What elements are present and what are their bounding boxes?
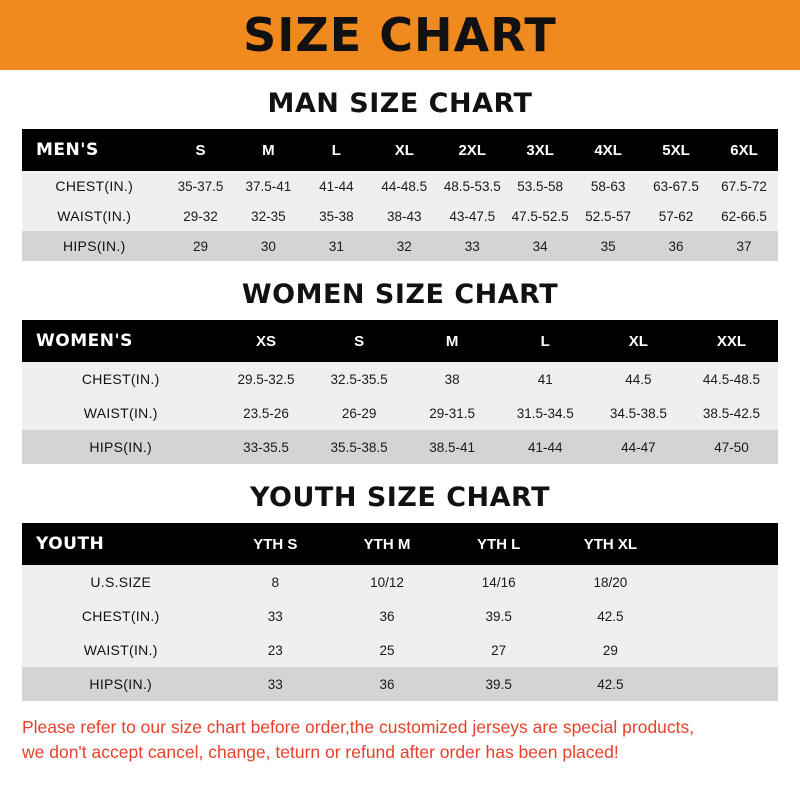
men-cell: 53.5-58 (506, 171, 574, 201)
men-header-row (22, 129, 778, 171)
men-cell: 33 (438, 231, 506, 261)
women-cell: 32.5-35.5 (313, 362, 406, 396)
women-cell: 38 (406, 362, 499, 396)
men-size-header: 2XL (438, 129, 506, 171)
men-cell: 31 (302, 231, 370, 261)
youth-cell: 33 (219, 599, 331, 633)
youth-cell: 18/20 (555, 565, 667, 599)
women-size-header: XS (219, 320, 312, 362)
men-cell: 47.5-52.5 (506, 201, 574, 231)
women-cell: 29.5-32.5 (219, 362, 312, 396)
youth-row-label: HIPS(IN.) (22, 667, 219, 701)
youth-cell: 39.5 (443, 667, 555, 701)
youth-spacer-cell (666, 667, 778, 701)
youth-size-header: YTH S (219, 523, 331, 565)
youth-section-title: YOUTH SIZE CHART (249, 482, 551, 513)
men-cell: 37 (710, 231, 778, 261)
men-table-header (22, 129, 778, 171)
table-row (22, 362, 778, 396)
table-row (22, 430, 778, 464)
youth-cell: 39.5 (443, 599, 555, 633)
men-cell: 35-37.5 (167, 171, 235, 201)
women-cell: 41-44 (499, 430, 592, 464)
women-cell: 44.5-48.5 (685, 362, 778, 396)
men-cell: 29-32 (167, 201, 235, 231)
women-table-body (22, 362, 778, 464)
men-size-header: 3XL (506, 129, 574, 171)
women-cell: 44.5 (592, 362, 685, 396)
youth-cell: 25 (331, 633, 443, 667)
men-cell: 32-35 (234, 201, 302, 231)
men-size-header: 5XL (642, 129, 710, 171)
women-row-label: CHEST(IN.) (22, 362, 219, 396)
women-size-header: S (313, 320, 406, 362)
women-corner-label: WOMEN'S (22, 320, 219, 362)
youth-size-header: YTH XL (555, 523, 667, 565)
men-cell: 36 (642, 231, 710, 261)
youth-cell: 29 (555, 633, 667, 667)
youth-size-header: YTH M (331, 523, 443, 565)
men-cell: 67.5-72 (710, 171, 778, 201)
men-cell: 44-48.5 (370, 171, 438, 201)
women-cell: 47-50 (685, 430, 778, 464)
table-row (22, 231, 778, 261)
table-row (22, 171, 778, 201)
women-cell: 44-47 (592, 430, 685, 464)
men-cell: 48.5-53.5 (438, 171, 506, 201)
women-size-header: L (499, 320, 592, 362)
women-cell: 33-35.5 (219, 430, 312, 464)
men-cell: 58-63 (574, 171, 642, 201)
men-size-header: 4XL (574, 129, 642, 171)
women-size-header: XXL (685, 320, 778, 362)
youth-cell: 10/12 (331, 565, 443, 599)
table-row (22, 565, 778, 599)
disclaimer-note (22, 715, 778, 766)
table-row (22, 396, 778, 430)
content (0, 88, 800, 701)
women-cell: 41 (499, 362, 592, 396)
men-cell: 52.5-57 (574, 201, 642, 231)
men-row-label: CHEST(IN.) (22, 171, 167, 201)
youth-spacer-cell (666, 565, 778, 599)
youth-row-label: U.S.SIZE (22, 565, 219, 599)
table-row (22, 599, 778, 633)
men-cell: 35 (574, 231, 642, 261)
women-cell: 29-31.5 (406, 396, 499, 430)
men-size-header: M (234, 129, 302, 171)
youth-corner-label: YOUTH (22, 523, 219, 565)
youth-table-body (22, 565, 778, 701)
men-row-label: HIPS(IN.) (22, 231, 167, 261)
women-row-label: WAIST(IN.) (22, 396, 219, 430)
men-cell: 57-62 (642, 201, 710, 231)
banner (0, 0, 800, 70)
youth-cell: 42.5 (555, 667, 667, 701)
men-size-header: L (302, 129, 370, 171)
women-row-label: HIPS(IN.) (22, 430, 219, 464)
disclaimer-line-1: Please refer to our size chart before order,the customized jerseys are special products, (22, 717, 695, 737)
disclaimer-line-2: we don't accept cancel, change, teturn or refund after order has been placed! (22, 742, 619, 763)
men-size-header: 6XL (710, 129, 778, 171)
youth-header-row (22, 523, 778, 565)
men-section-title: MAN SIZE CHART (267, 88, 533, 119)
table-row (22, 633, 778, 667)
youth-cell: 27 (443, 633, 555, 667)
youth-cell: 36 (331, 667, 443, 701)
youth-spacer-cell (666, 599, 778, 633)
men-corner-label: MEN'S (22, 129, 167, 171)
women-section-title: WOMEN SIZE CHART (241, 279, 559, 310)
women-cell: 38.5-42.5 (685, 396, 778, 430)
men-cell: 41-44 (302, 171, 370, 201)
youth-cell: 14/16 (443, 565, 555, 599)
men-size-header: S (167, 129, 235, 171)
women-cell: 31.5-34.5 (499, 396, 592, 430)
youth-cell: 23 (219, 633, 331, 667)
youth-cell: 33 (219, 667, 331, 701)
women-cell: 38.5-41 (406, 430, 499, 464)
women-cell: 23.5-26 (219, 396, 312, 430)
men-cell: 29 (167, 231, 235, 261)
women-cell: 26-29 (313, 396, 406, 430)
men-row-label: WAIST(IN.) (22, 201, 167, 231)
page-title: SIZE CHART (243, 8, 557, 62)
men-cell: 30 (234, 231, 302, 261)
women-size-table (22, 320, 778, 464)
table-row (22, 667, 778, 701)
youth-size-table (22, 523, 778, 701)
women-header-row (22, 320, 778, 362)
youth-spacer (666, 523, 778, 565)
youth-cell: 42.5 (555, 599, 667, 633)
men-cell: 43-47.5 (438, 201, 506, 231)
youth-spacer-cell (666, 633, 778, 667)
men-size-header: XL (370, 129, 438, 171)
youth-table-header (22, 523, 778, 565)
men-cell: 38-43 (370, 201, 438, 231)
women-size-header: XL (592, 320, 685, 362)
women-size-header: M (406, 320, 499, 362)
women-cell: 34.5-38.5 (592, 396, 685, 430)
men-table-body (22, 171, 778, 261)
youth-cell: 8 (219, 565, 331, 599)
men-cell: 37.5-41 (234, 171, 302, 201)
men-cell: 32 (370, 231, 438, 261)
men-cell: 62-66.5 (710, 201, 778, 231)
women-cell: 35.5-38.5 (313, 430, 406, 464)
youth-row-label: WAIST(IN.) (22, 633, 219, 667)
men-cell: 63-67.5 (642, 171, 710, 201)
men-cell: 34 (506, 231, 574, 261)
women-table-header (22, 320, 778, 362)
youth-row-label: CHEST(IN.) (22, 599, 219, 633)
men-size-table (22, 129, 778, 261)
table-row (22, 201, 778, 231)
men-cell: 35-38 (302, 201, 370, 231)
youth-cell: 36 (331, 599, 443, 633)
youth-size-header: YTH L (443, 523, 555, 565)
